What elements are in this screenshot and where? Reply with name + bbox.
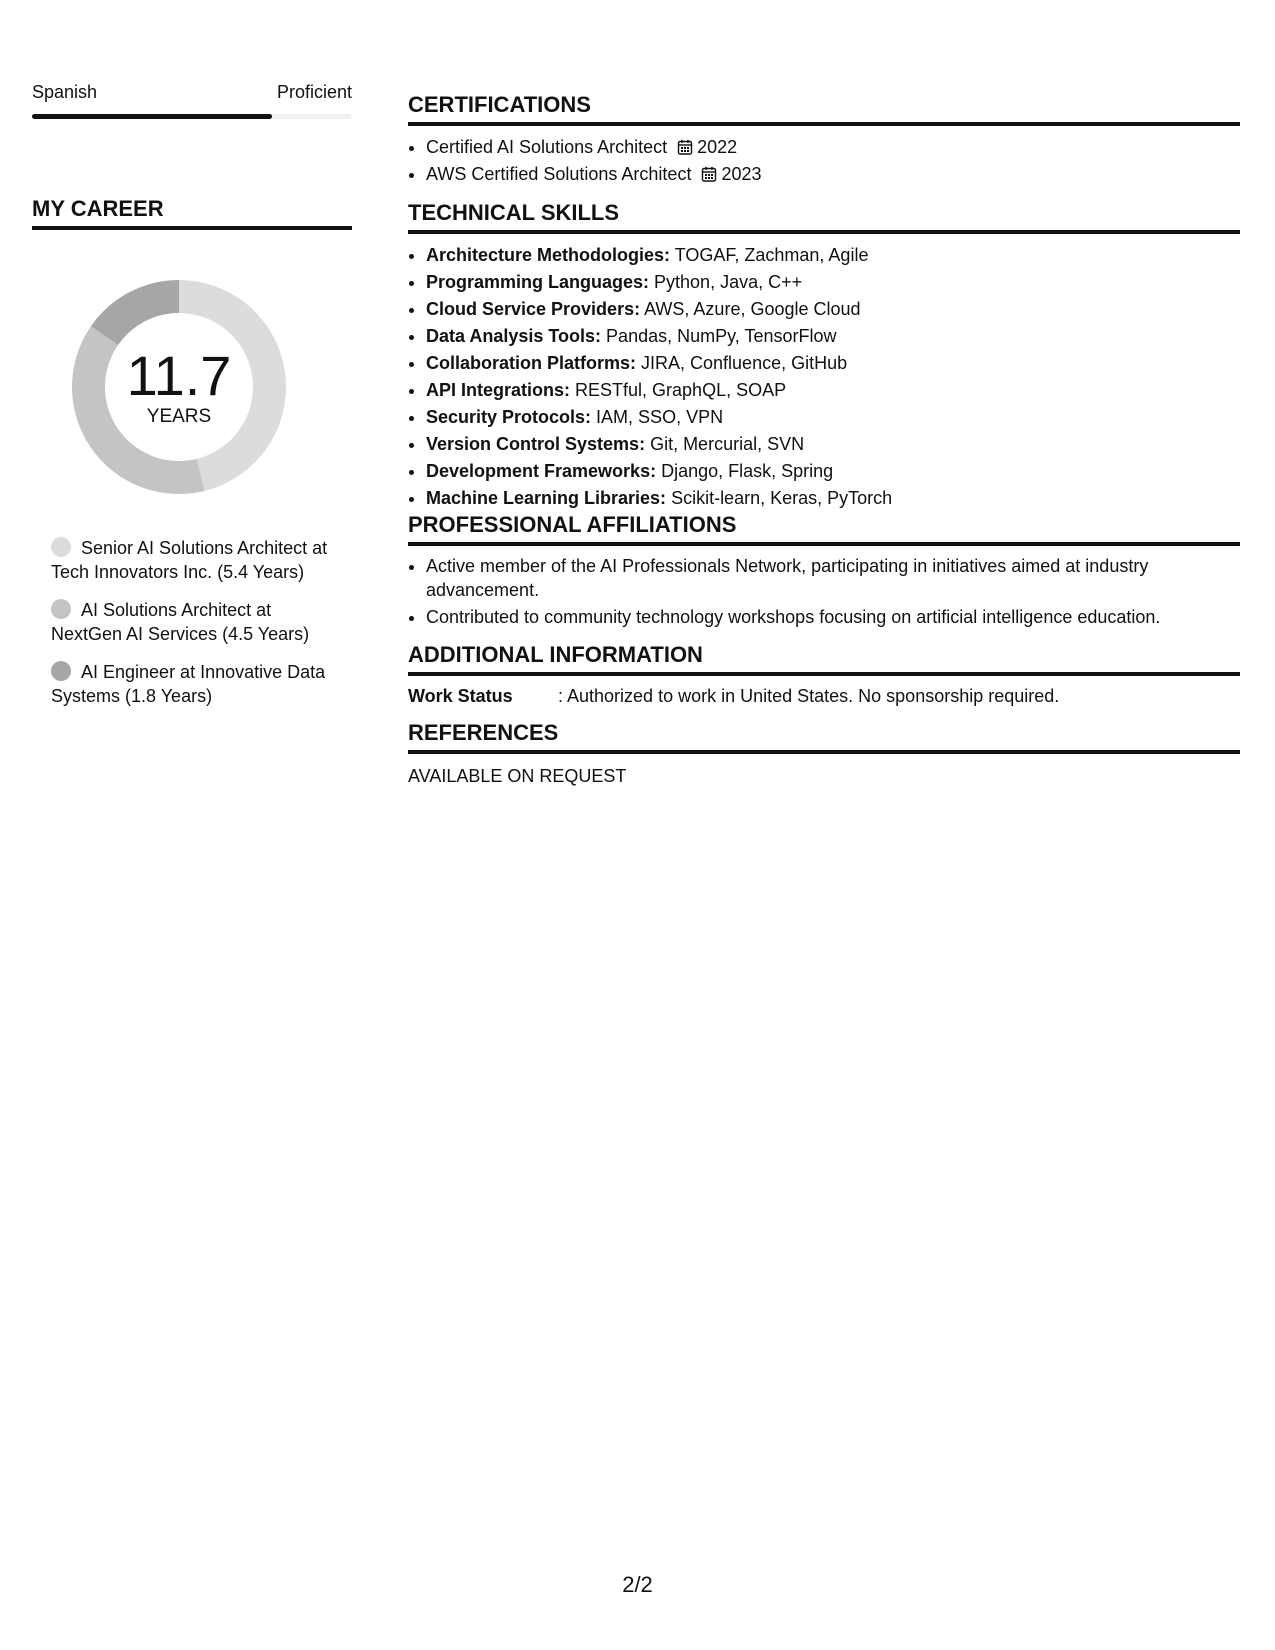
skill-label: Programming Languages:	[426, 272, 650, 292]
additional-info-heading: ADDITIONAL INFORMATION	[408, 642, 1240, 676]
page-number: 2/2	[622, 1572, 653, 1597]
legend-dot-icon	[51, 537, 71, 557]
references-text: AVAILABLE ON REQUEST	[408, 766, 627, 786]
skill-value: JIRA, Confluence, GitHub	[636, 353, 848, 373]
affiliation-item: • Active member of the AI Professionals Network, participating in initiatives aimed at industry advancement.	[426, 554, 1240, 602]
legend-dot-icon	[51, 661, 71, 681]
references-section	[408, 720, 1240, 788]
career-total-years: 11.7	[126, 344, 232, 407]
certification-name: Certified AI Solutions Architect	[426, 137, 668, 157]
skill-value: IAM, SSO, VPN	[591, 407, 724, 427]
skill-label: Version Control Systems:	[426, 434, 646, 454]
donut-center	[66, 274, 292, 500]
certification-year: 2022	[697, 137, 738, 157]
skill-label: Development Frameworks:	[426, 461, 657, 481]
skill-item	[426, 296, 1240, 323]
career-legend-item	[51, 598, 341, 646]
certifications-section	[408, 92, 1240, 188]
skill-item	[426, 350, 1240, 377]
certification-item	[426, 161, 1240, 188]
skill-value: Git, Mercurial, SVN	[645, 434, 805, 454]
skill-item	[426, 404, 1240, 431]
certification-year: 2023	[721, 164, 762, 184]
skill-label: API Integrations:	[426, 380, 571, 400]
career-legend-label: Senior AI Solutions Architect at Tech Innovators Inc. (5.4 Years)	[51, 538, 328, 582]
skill-value: Scikit-learn, Keras, PyTorch	[666, 488, 893, 508]
references-heading: REFERENCES	[408, 720, 1240, 754]
work-status-row	[408, 684, 1240, 708]
work-status-value: : Authorized to work in United States. No sponsorship required.	[558, 686, 1060, 706]
skill-value: TOGAF, Zachman, Agile	[670, 245, 869, 265]
affiliation-item: • Contributed to community technology workshops focusing on artificial intelligence education.	[426, 605, 1240, 629]
language-name: Spanish	[32, 82, 98, 102]
skill-value: AWS, Azure, Google Cloud	[640, 299, 861, 319]
skill-label: Collaboration Platforms:	[426, 353, 637, 373]
career-legend	[51, 536, 341, 722]
career-legend-item	[51, 536, 341, 584]
certification-item	[426, 134, 1240, 161]
skill-label: Security Protocols:	[426, 407, 592, 427]
skill-value: Python, Java, C++	[649, 272, 803, 292]
language-proficiency-bar	[32, 114, 352, 119]
skill-item	[426, 485, 1240, 512]
skill-value: RESTful, GraphQL, SOAP	[570, 380, 787, 400]
career-total-unit: YEARS	[146, 406, 212, 427]
calendar-icon	[701, 166, 717, 182]
career-legend-label: AI Engineer at Innovative Data Systems (1.8 Years)	[51, 662, 326, 706]
skill-item	[426, 323, 1240, 350]
certifications-heading: CERTIFICATIONS	[408, 92, 1240, 126]
affiliations-list	[408, 554, 1240, 629]
language-level: Proficient	[276, 82, 352, 102]
skill-label: Machine Learning Libraries:	[426, 488, 667, 508]
work-status-label: Work Status	[408, 686, 513, 706]
skill-label: Architecture Methodologies:	[426, 245, 671, 265]
affiliations-heading: PROFESSIONAL AFFILIATIONS	[408, 512, 1240, 546]
technical-skills-list	[408, 242, 1240, 512]
skill-label: Cloud Service Providers:	[426, 299, 641, 319]
skill-item	[426, 242, 1240, 269]
skill-item	[426, 431, 1240, 458]
skill-value: Pandas, NumPy, TensorFlow	[601, 326, 837, 346]
skill-label: Data Analysis Tools:	[426, 326, 602, 346]
language-proficiency-fill	[32, 114, 272, 119]
career-legend-label: AI Solutions Architect at NextGen AI Services (4.5 Years)	[51, 600, 310, 644]
affiliations-section	[408, 512, 1240, 632]
certifications-list	[408, 134, 1240, 188]
career-donut-chart	[66, 274, 292, 500]
additional-info-section	[408, 642, 1240, 708]
certification-name: AWS Certified Solutions Architect	[426, 164, 692, 184]
technical-skills-section	[408, 200, 1240, 512]
skill-item	[426, 458, 1240, 485]
technical-skills-heading: TECHNICAL SKILLS	[408, 200, 1240, 234]
skill-item	[426, 377, 1240, 404]
skill-value: Django, Flask, Spring	[656, 461, 834, 481]
skill-item	[426, 269, 1240, 296]
legend-dot-icon	[51, 599, 71, 619]
language-row	[32, 82, 352, 104]
calendar-icon	[677, 139, 693, 155]
career-legend-item	[51, 660, 341, 708]
career-heading: MY CAREER	[32, 196, 352, 230]
